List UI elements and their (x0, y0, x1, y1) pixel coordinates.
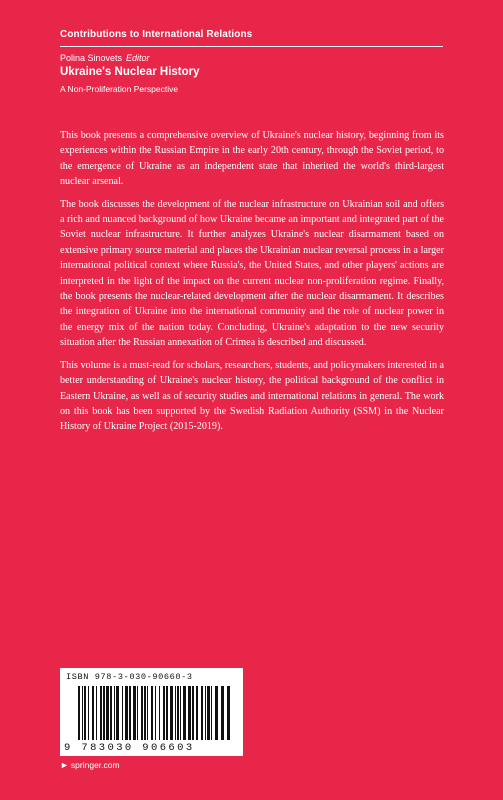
blurb-paragraph-1: This book presents a comprehensive overview of Ukraine's nuclear history, beginning from its experiences within the Russian Empire in the early 20th century, through the Soviet period, to the emergence of Ukraine as an independent state that inherited the world's third-largest nuclear arsenal. (60, 130, 444, 188)
book-title: Ukraine's Nuclear History (60, 66, 200, 78)
back-cover-blurb (60, 128, 444, 442)
publisher-link[interactable] (60, 760, 120, 770)
editor-role: Editor (126, 53, 150, 63)
arrow-right-icon: ► (60, 760, 69, 770)
blurb-paragraph-2: The book discusses the development of the nuclear infrastructure on Ukrainian soil and offers a rich and nuanced background of how Ukraine became an important and integrated part of the Soviet nuclear infrastructure. It further analyzes Ukraine's nuclear disarmament based on extensive primary source material and places the Ukrainian nuclear reversal process in a larger international political context where Russia's, the United States, and other players' actions are interpreted in the light of the impact on the current nuclear non-proliferation regime. Finally, the book presents the nuclear-related development after the nuclear disarmament. It describes the integration of Ukraine into the international community and the role of nuclear power in the energy mix of the nation today. Concluding, Ukraine's adaptation to the new security situation after the Russian annexation of Crimea is described and discussed. (60, 198, 444, 349)
header-divider (60, 46, 443, 47)
barcode-icon (78, 686, 238, 742)
book-subtitle: A Non-Proliferation Perspective (60, 84, 179, 94)
publisher-link-text: springer.com (70, 760, 120, 770)
editor-line (60, 53, 150, 63)
barcode-digits: 9 783030 906603 (64, 742, 195, 754)
blurb-paragraph-3: This volume is a must-read for scholars, researchers, students, and policymakers interested in a better understanding of Ukraine's nuclear history, the political background of the conflict in Eastern Ukraine, as well as of security studies and international relations in general. The work on this book has been supported by the Swedish Radiation Authority (SSM) in the Nuclear History of Ukraine Project (2015-2019). (60, 359, 445, 433)
series-title: Contributions to International Relations (60, 29, 253, 40)
editor-name: Polina Sinovets (60, 53, 123, 63)
isbn-label: ISBN 978-3-030-90660-3 (66, 672, 193, 682)
